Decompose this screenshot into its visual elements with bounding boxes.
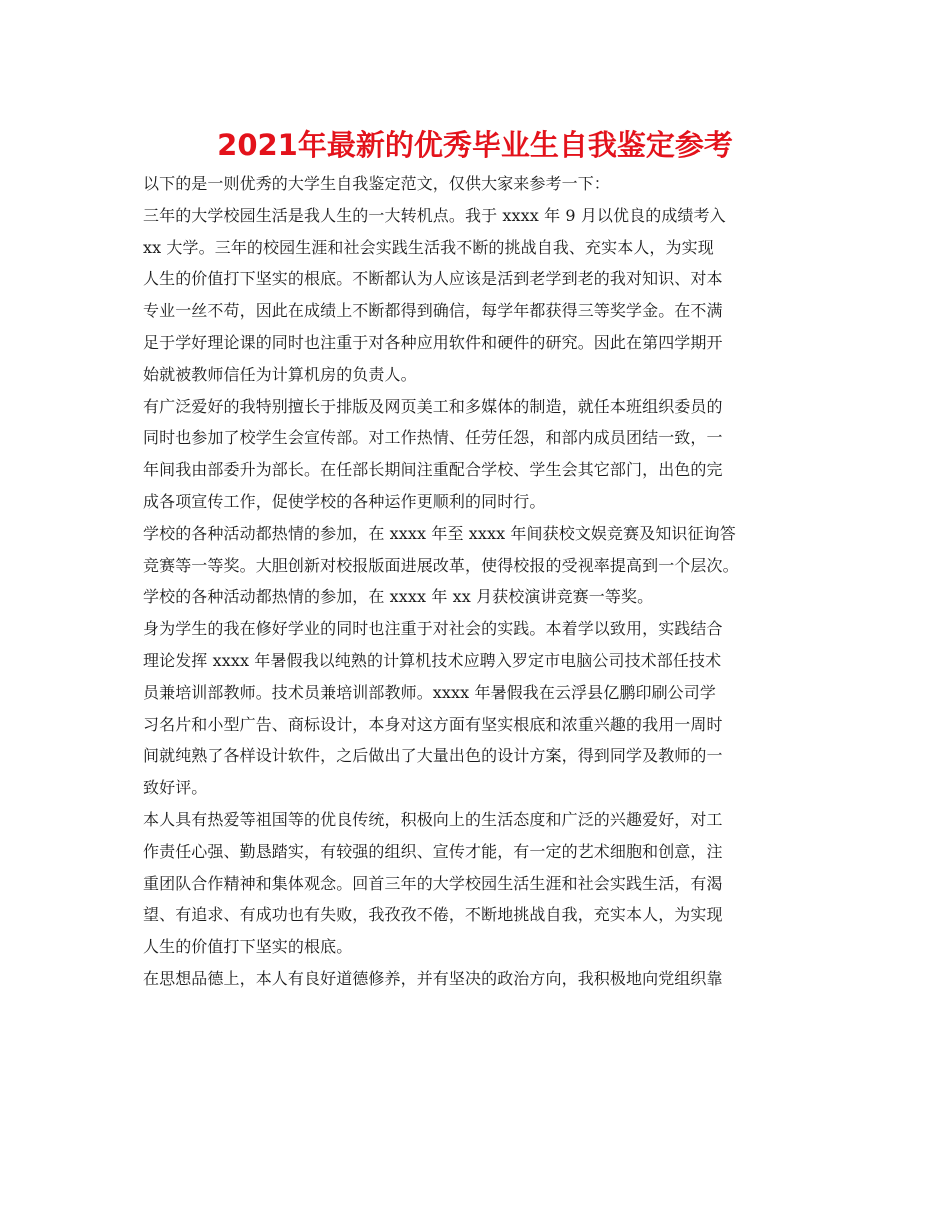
- text-line: 间就纯熟了各样设计软件，之后做出了大量出色的设计方案，得到同学及教师的一: [143, 746, 723, 766]
- text-line: 在思想品德上，本人有良好道德修养，并有坚决的政治方向，我积极地向党组织靠: [143, 968, 723, 988]
- document-title: 2021年最新的优秀毕业生自我鉴定参考: [217, 128, 733, 162]
- text-line: 作责任心强、勤恳踏实，有较强的组织、宣传才能，有一定的艺术细胞和创意，注: [143, 841, 723, 861]
- text-line: 学校的各种活动都热情的参加，在 xxxx 年 xx 月获校演讲竞赛一等奖。: [143, 587, 654, 607]
- text-line: 习名片和小型广告、商标设计，本身对这方面有坚实根底和浓重兴趣的我用一周时: [143, 714, 723, 734]
- text-line: 人生的价值打下坚实的根底。: [143, 937, 353, 957]
- text-line: 身为学生的我在修好学业的同时也注重于对社会的实践。本着学以致用，实践结合: [143, 619, 723, 639]
- text-line: 重团队合作精神和集体观念。回首三年的大学校园生活生涯和社会实践生活，有渴: [143, 873, 723, 893]
- text-line: xx 大学。三年的校园生涯和社会实践生活我不断的挑战自我、充实本人，为实现: [143, 237, 714, 257]
- text-line: 学校的各种活动都热情的参加，在 xxxx 年至 xxxx 年间获校文娱竞赛及知识征询答: [143, 523, 736, 543]
- text-line: 三年的大学校园生活是我人生的一大转机点。我于 xxxx 年 9 月以优良的成绩考入: [143, 205, 726, 225]
- text-line: 年间我由部委升为部长。在任部长期间注重配合学校、学生会其它部门，出色的完: [143, 460, 723, 480]
- text-line: 同时也参加了校学生会宣传部。对工作热情、任劳任怨，和部内成员团结一致，一: [143, 428, 723, 448]
- text-line: 致好评。: [143, 778, 208, 798]
- text-line: 理论发挥 xxxx 年暑假我以纯熟的计算机技术应聘入罗定市电脑公司技术部任技术: [143, 650, 722, 670]
- text-line: 人生的价值打下坚实的根底。不断都认为人应该是活到老学到老的我对知识、对本: [143, 269, 723, 289]
- text-line: 成各项宣传工作，促使学校的各种运作更顺利的同时行。: [143, 491, 546, 511]
- text-line: 足于学好理论课的同时也注重于对各种应用软件和硬件的研究。因此在第四学期开: [143, 332, 723, 352]
- text-line: 员兼培训部教师。技术员兼培训部教师。xxxx 年暑假我在云浮县亿鹏印刷公司学: [143, 682, 716, 702]
- text-line: 始就被教师信任为计算机房的负责人。: [143, 364, 417, 384]
- document-body: [143, 168, 823, 995]
- text-line: 专业一丝不苟，因此在成绩上不断都得到确信，每学年都获得三等奖学金。在不满: [143, 301, 723, 321]
- text-line: 竞赛等一等奖。大胆创新对校报版面进展改革，使得校报的受视率提高到一个层次。: [143, 555, 739, 575]
- text-line: 本人具有热爱等祖国等的优良传统，积极向上的生活态度和广泛的兴趣爱好，对工: [143, 809, 723, 829]
- text-line: 望、有追求、有成功也有失败，我孜孜不倦，不断地挑战自我，充实本人，为实现: [143, 905, 723, 925]
- text-line: 以下的是一则优秀的大学生自我鉴定范文，仅供大家来参考一下：: [143, 174, 610, 193]
- text-line: 有广泛爱好的我特别擅长于排版及网页美工和多媒体的制造，就任本班组织委员的: [143, 396, 723, 416]
